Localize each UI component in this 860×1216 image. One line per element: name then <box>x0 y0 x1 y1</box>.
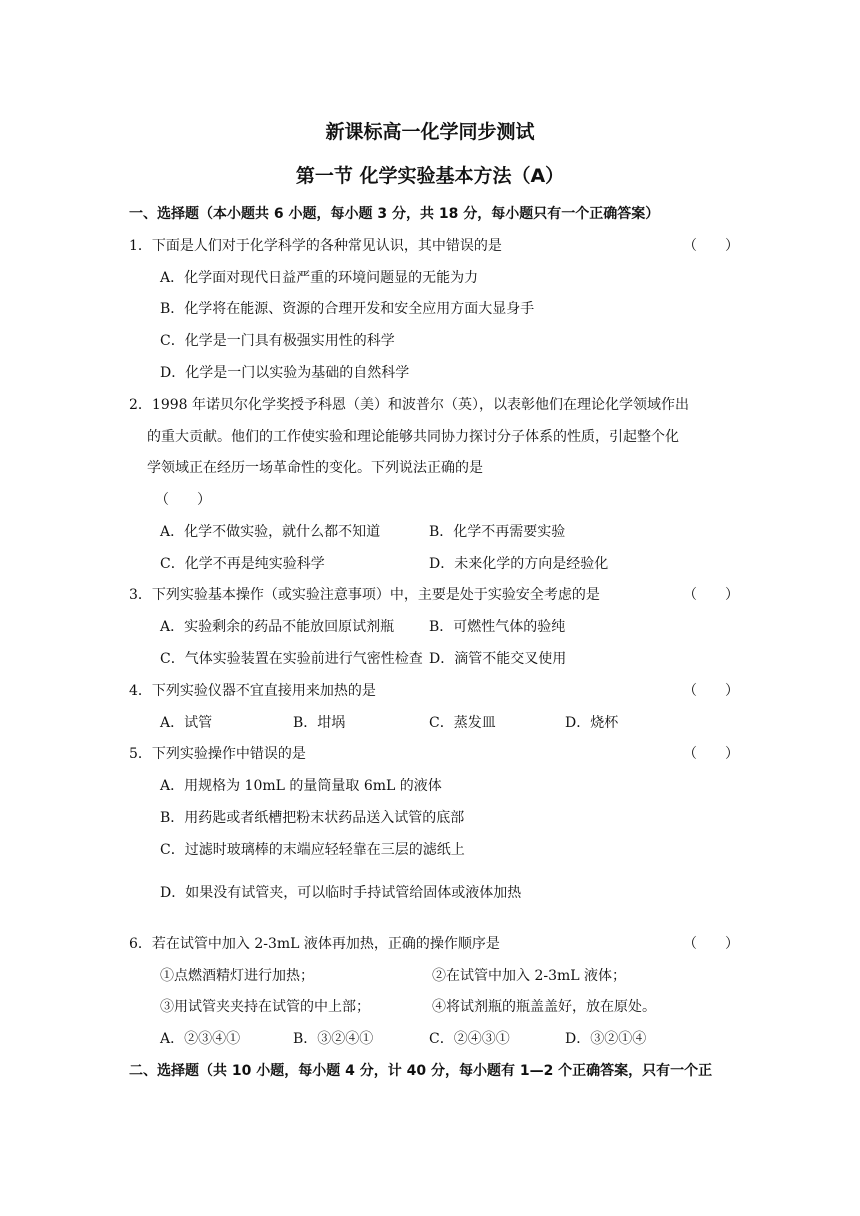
q6-step-3: ③用试管夹夹持在试管的中上部； <box>160 999 370 1015</box>
question-3-stem: 3．下列实验基本操作（或实验注意事项）中，主要是处于实验安全考虑的是 <box>129 587 600 603</box>
q1-option-c: C．化学是一门具有极强实用性的科学 <box>160 333 395 349</box>
q2-option-c: C．化学不再是纯实验科学 <box>160 556 325 572</box>
q3-option-b: B．可燃性气体的验纯 <box>429 619 566 635</box>
q4-option-a: A．试管 <box>160 715 213 731</box>
q2-option-b: B．化学不再需要实验 <box>429 524 566 540</box>
answer-blank-q1: （ ） <box>683 238 739 254</box>
q3-option-c: C．气体实验装置在实验前进行气密性检查 <box>160 651 423 667</box>
question-2-stem-line1: 2．1998 年诺贝尔化学奖授予科恩（美）和波普尔（英），以表彰他们在理论化学领域作出 <box>129 397 689 413</box>
q6-option-d: D．③②①④ <box>565 1031 647 1047</box>
q4-option-c: C．蒸发皿 <box>429 715 496 731</box>
q6-step-1: ①点燃酒精灯进行加热； <box>160 968 314 984</box>
q5-option-d: D．如果没有试管夹，可以临时手持试管给固体或液体加热 <box>160 885 522 901</box>
question-2-stem-line3: 学领域正在经历一场革命性的变化。下列说法正确的是 <box>147 460 483 476</box>
q6-option-b: B．③②④① <box>293 1031 374 1047</box>
q3-option-a: A．实验剩余的药品不能放回原试剂瓶 <box>160 619 395 635</box>
q1-option-d: D．化学是一门以实验为基础的自然科学 <box>160 365 410 381</box>
section-1-heading: 一、选择题（本小题共 6 小题，每小题 3 分，共 18 分，每小题只有一个正确答案） <box>129 206 660 222</box>
q4-option-b: B．坩埚 <box>293 715 346 731</box>
q3-option-d: D．滴管不能交叉使用 <box>429 651 567 667</box>
main-title: 新课标高一化学同步测试 <box>325 121 535 143</box>
section-title: 第一节 化学实验基本方法（A） <box>295 165 565 187</box>
section-2-heading: 二、选择题（共 10 小题，每小题 4 分，计 40 分，每小题有 1—2 个正确答案，只有一个正 <box>129 1063 713 1079</box>
question-5-stem: 5．下列实验操作中错误的是 <box>129 746 306 762</box>
answer-blank-q4: （ ） <box>683 683 739 699</box>
q5-option-b: B．用药匙或者纸槽把粉末状药品送入试管的底部 <box>160 810 465 826</box>
q5-option-c: C．过滤时玻璃棒的末端应轻轻靠在三层的滤纸上 <box>160 842 465 858</box>
q6-option-a: A．②③④① <box>160 1031 241 1047</box>
q6-option-c: C．②④③① <box>429 1031 510 1047</box>
q4-option-d: D．烧杯 <box>565 715 619 731</box>
answer-blank-q3: （ ） <box>683 587 739 603</box>
question-4-stem: 4．下列实验仪器不宜直接用来加热的是 <box>129 683 376 699</box>
q2-option-d: D．未来化学的方向是经验化 <box>429 556 609 572</box>
answer-blank-q5: （ ） <box>683 746 739 762</box>
question-6-stem: 6．若在试管中加入 2-3mL 液体再加热，正确的操作顺序是 <box>129 936 500 952</box>
question-2-stem-line2: 的重大贡献。他们的工作使实验和理论能够共同协力探讨分子体系的性质，引起整个化 <box>147 429 679 445</box>
answer-blank-q6: （ ） <box>683 936 739 952</box>
q1-option-a: A．化学面对现代日益严重的环境问题显的无能为力 <box>160 270 479 286</box>
q5-option-a: A．用规格为 10mL 的量筒量取 6mL 的液体 <box>160 778 442 794</box>
q6-step-4: ④将试剂瓶的瓶盖盖好，放在原处。 <box>432 999 656 1015</box>
answer-blank-q2: （ ） <box>155 492 211 508</box>
q2-option-a: A．化学不做实验，就什么都不知道 <box>160 524 381 540</box>
q6-step-2: ②在试管中加入 2-3mL 液体； <box>432 968 627 984</box>
question-1-stem: 1．下面是人们对于化学科学的各种常见认识，其中错误的是 <box>129 238 502 254</box>
q1-option-b: B．化学将在能源、资源的合理开发和安全应用方面大显身手 <box>160 301 535 317</box>
